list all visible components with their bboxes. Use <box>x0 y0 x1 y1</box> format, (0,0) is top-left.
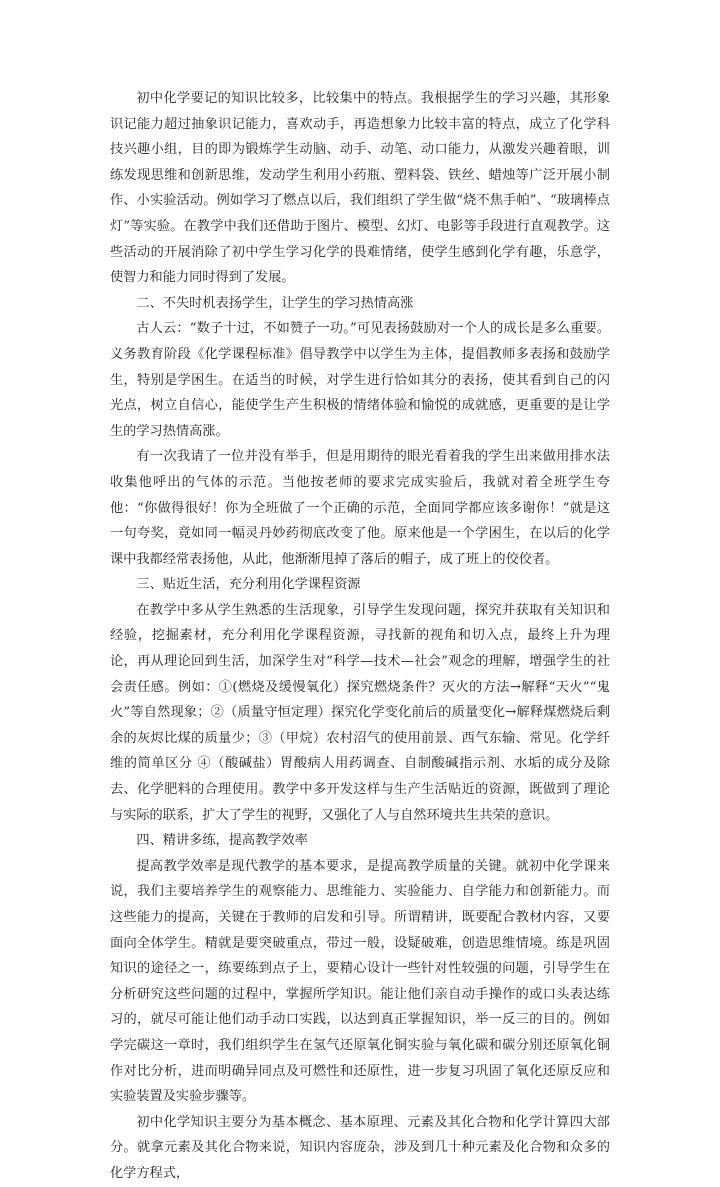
paragraph-praise-importance: 古人云：“数子十过，不如赞子一功。”可见表扬鼓励对一个人的成长是多么重要。义务教育阶段《化学课程标准》倡导教学中以学生为主体，提倡教师多表扬和鼓励学生，特别是学困生。在适当的时候，对学生进行恰如其分的表扬，使其看到自己的闪光点，树立自信心，能使学生产生积极的情绪体验和愉悦的成就感，更重要的是让学生的学习热情高涨。 <box>110 321 610 439</box>
paragraph-life-resources: 在教学中多从学生熟悉的生活现象，引导学生发现问题，探究并获取有关知识和经验，挖掘素材，充分利用化学课程资源，寻找新的视角和切入点，最终上升为理论，再从理论回到生活，加深学生对“科学—技术—社会”观念的理解，增强学生的社会责任感。例如：①(燃烧及缓慢氧化）探究燃烧条件？灭火的方法→解释“天火”“鬼火”等自然现象；②（质量守恒定理）探究化学变化前后的质量变化→解释煤燃烧后剩余的灰烬比煤的质量少；③（甲烷）农村沼气的使用前景、西气东输、常见。化学纤维的简单区分 ④（酸碱盐）胃酸病人用药调查、自制酸碱指示剂、水垢的成分及除去、化学肥料的合理使用。教学中多开发这样与生产生活贴近的资源，既做到了理论与实际的联系，扩大了学生的视野，又强化了人与自然环境共生共荣的意识。 <box>110 602 610 823</box>
paragraph-knowledge-parts: 初中化学知识主要分为基本概念、基本原理、元素及其化合物和化学计算四大部分。就拿元素及其化合物来说，知识内容庞杂，涉及到几十种元素及化合物和众多的化学方程式， <box>110 1114 610 1181</box>
paragraph-efficiency: 提高教学效率是现代教学的基本要求，是提高教学质量的关键。就初中化学课来说，我们主要培养学生的观察能力、思维能力、实验能力、自学能力和创新能力。而这些能力的提高，关键在于教师的启发和引导。所谓精讲，既要配合教材内容，又要面向全体学生。精就是要突破重点，带过一般，设疑破难，创造思维情境。练是巩固知识的途径之一，练要练到点子上，要精心设计一些针对性较强的问题，引导学生在分析研究这些问题的过程中，掌握所学知识。能让他们亲自动手操作的或口头表达练习的，就尽可能让他们动手动口实践，以达到真正掌握知识，举一反三的目的。例如学完碳这一章时，我们组织学生在氢气还原氧化铜实验与氧化碳和碳分别还原氧化铜作对比分析，进而明确异同点及可燃性和还原性，进一步复习巩固了氧化还原反应和实验装置及实验步骤等。 <box>110 858 610 1105</box>
section-heading-efficiency: 四、精讲多练，提高教学效率 <box>136 833 308 849</box>
paragraph-praise-example: 有一次我请了一位并没有举手，但是用期待的眼光看着我的学生出来做用排水法收集他呼出的气体的示范。当他按老师的要求完成实验后，我就对着全班学生夸他：“你做得很好！你为全班做了一个正确的示范，全面同学都应该多谢你！”就是这一句夸奖，竟如同一幅灵丹妙药彻底改变了他。原来他是一个学困生，在以后的化学课中我都经常表扬他，从此，他渐渐甩掉了落后的帽子，成了班上的佼佼者。 <box>110 449 610 567</box>
section-heading-life-resources: 三、贴近生活，充分利用化学课程资源 <box>136 577 361 593</box>
section-heading-praise: 二、不失时机表扬学生，让学生的学习热情高涨 <box>136 295 414 311</box>
paragraph-interest-group: 初中化学要记的知识比较多，比较集中的特点。我根据学生的学习兴趣，其形象识记能力超过抽象识记能力，喜欢动手，再造想象力比较丰富的特点，成立了化学科技兴趣小组，目的即为锻炼学生动脑、动手、动笔、动口能力，从激发兴趣着眼，训练发现思维和创新思维，发动学生利用小药瓶、塑料袋、铁丝、蜡烛等广泛开展小制作、小实验活动。例如学习了燃点以后，我们组织了学生做“烧不焦手帕”、“玻璃棒点灯”等实验。在教学中我们还借助于图片、模型、幻灯、电影等手段进行直观教学。这些活动的开展消除了初中学生学习化学的畏难情绪，使学生感到化学有趣，乐意学，使智力和能力同时得到了发展。 <box>110 91 610 286</box>
